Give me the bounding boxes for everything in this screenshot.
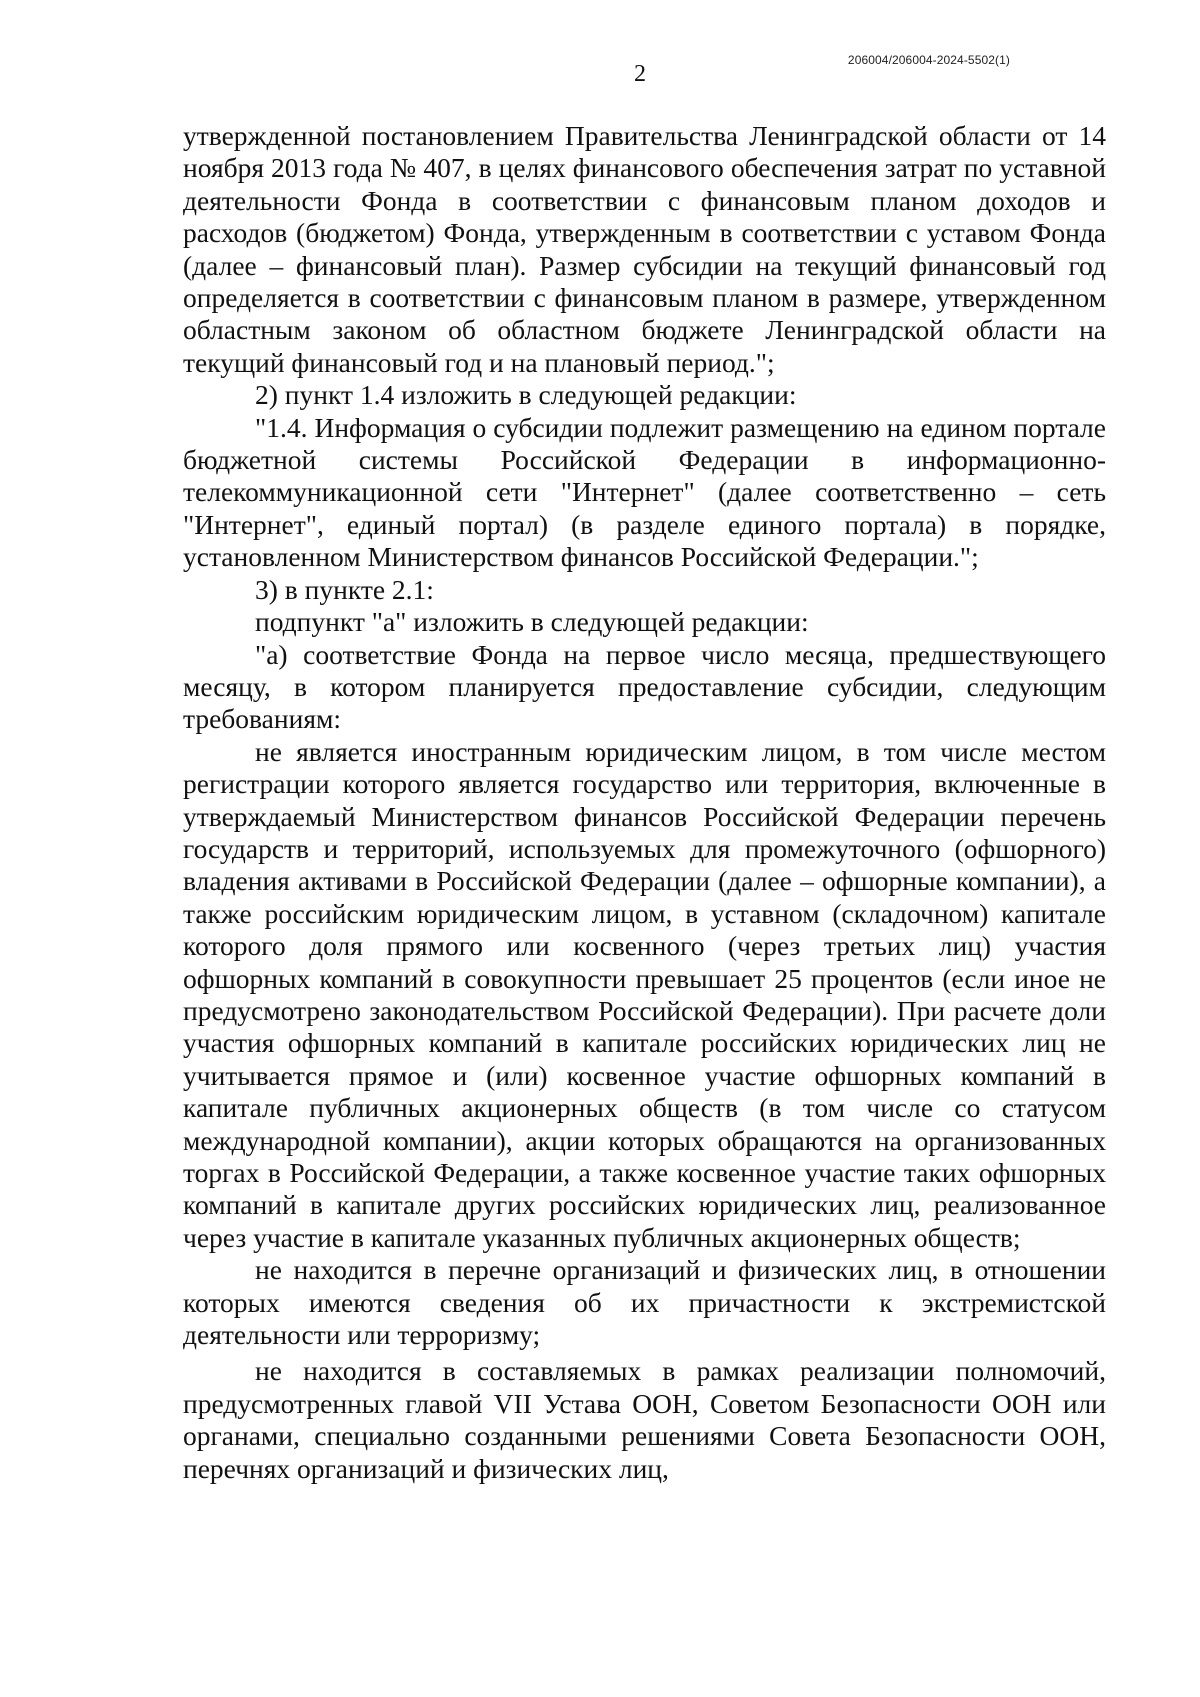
paragraph-item-2: 2) пункт 1.4 изложить в следующей редакции:: [255, 379, 797, 411]
paragraph-continuation: утвержденной постановлением Правительства Ленинградской области от 14 ноября 2013 года № 407, в целях финансового обеспечения затрат по уставной деятельности Фонда в соответствии с финансовым планом доходов и расходов (бюджетом) Фонда, утвержденным в соответствии с уставом Фонда (далее – финансовый план). Размер субсидии на текущий финансовый год определяется в соответствии с финансовым планом в размере, утвержденном областным законом об областном бюджете Ленинградской области на текущий финансовый год и на плановый период.";: [183, 120, 1106, 378]
paragraph-subitem-a: подпункт "а" изложить в следующей редакции:: [255, 606, 809, 638]
document-id: 206004/206004-2024-5502(1): [847, 53, 1010, 67]
document-body: [183, 120, 1106, 1485]
paragraph-requirement-extremism: не находится в перечне организаций и физических лиц, в отношении которых имеются сведения об их причастности к экстремистской деятельности или терроризму;: [183, 1254, 1106, 1351]
paragraph-subitem-a-text: "а) соответствие Фонда на первое число месяца, предшествующего месяцу, в котором планируется предоставление субсидии, следующим требованиям:: [183, 638, 1106, 735]
paragraph-requirement-offshore: не является иностранным юридическим лицом, в том числе местом регистрации которого является государство или территория, включенные в утверждаемый Министерством финансов Российской Федерации перечень государств и территорий, используемых для промежуточного (офшорного) владения активами в Российской Федерации (далее – офшорные компании), а также российским юридическим лицом, в уставном (складочном) капитале которого доля прямого или косвенного (через третьих лиц) участия офшорных компаний в совокупности превышает 25 процентов (если иное не предусмотрено законодательством Российской Федерации). При расчете доли участия офшорных компаний в капитале российских юридических лиц не учитывается прямое и (или) косвенное участие офшорных компаний в капитале публичных акционерных обществ (в том числе со статусом международной компании), акции которых обращаются на организованных торгах в Российской Федерации, а также косвенное участие таких офшорных компаний в капитале других российских юридических лиц, реализованное через участие в капитале указанных публичных акционерных обществ;: [183, 735, 1106, 1253]
paragraph-requirement-un-sanctions: не находится в составляемых в рамках реализации полномочий, предусмотренных главой VII Устава ООН, Советом Безопасности ООН или органами, специально созданными решениями Совета Безопасности ООН, перечнях организаций и физических лиц,: [183, 1355, 1106, 1484]
paragraph-item-3: 3) в пункте 2.1:: [255, 573, 434, 605]
paragraph-clause-1-4: "1.4. Информация о субсидии подлежит размещению на едином портале бюджетной системы Российской Федерации в информационно-телекоммуникационной сети "Интернет" (далее соответственно – сеть "Интернет", единый портал) (в разделе единого портала) в порядке, установленном Министерством финансов Российской Федерации.";: [183, 411, 1106, 573]
page-number: 2: [634, 61, 646, 87]
